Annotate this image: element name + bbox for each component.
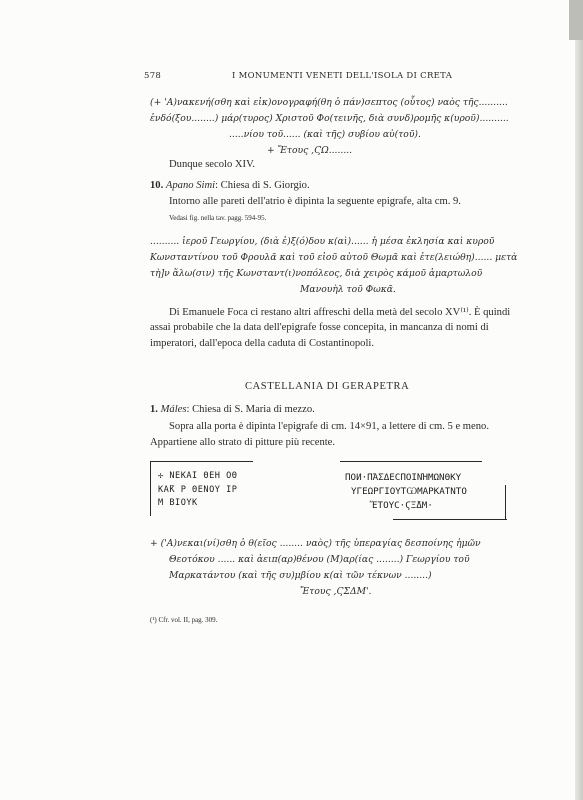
item-10-title: : Chiesa di S. Giorgio. — [215, 180, 310, 191]
greek-block-1-line-1: (+ 'Α)νακενή(σθη καὶ εἰκ)ονογραφή(θη ὁ πάν)σεπτος (οὗτος) ναὸς τῆς.......... — [150, 97, 508, 108]
greek-block-3-line-4: Ἔτους ,ϚΣΔΜ'. — [300, 586, 372, 597]
inscription-right-line-1: ΠΟͶ·ΠΆΣΔΕϹΠΟΙΝΉΜΩΝΘΚΥ — [345, 472, 462, 483]
inscription-right-top-rule — [340, 461, 482, 462]
paragraph-foca-line-3: imperatori, dall'epoca della caduta di Costantinopoli. — [150, 338, 375, 349]
inscription-right-line-2: ΥΓΕΩΡΓΙΟΥΤѠΜΑΡΚΑΤΝΤΟ — [351, 486, 467, 497]
greek-block-2-line-2: Κωνσταντίνου τοῦ Φρουλᾶ καὶ τοῦ εἰοῦ αὐτοῦ Θωμᾶ καὶ ἐτε(λειώθη)...... μετὰ — [150, 252, 518, 263]
item-1-place: Máles — [160, 404, 187, 415]
paragraph-dunque: Dunque secolo XIV. — [169, 159, 256, 170]
item-1-description-line-1: Sopra alla porta è dipinta l'epigrafe di cm. 14×91, a lettere di cm. 5 e meno. — [169, 421, 489, 432]
greek-block-1-line-2: ἐνδό(ξου........) μάρ(τυρος) Χριστοῦ Φο(τεινῆς, διὰ συνδ)ρομῆς κ(υροῦ).......... — [150, 113, 509, 124]
footnote: (¹) Cfr. vol. II, pag. 309. — [150, 616, 218, 624]
item-1-description-line-2: Appartiene allo strato di pitture più recente. — [150, 437, 336, 448]
greek-block-1-line-4: + Ἔτους ,ϚΩ........ — [267, 145, 353, 156]
greek-block-2-line-3: τὴ]ν ἅλω(σιν) τῆς Κωνσταντ(ι)νοπόλεος, διὰ χειρὸς κάμοῦ ἁμαρτωλοῦ — [150, 268, 483, 279]
greek-block-2-line-4: Μανουὴλ τοῦ Φωκᾶ. — [300, 284, 396, 295]
paragraph-foca-line-1: Di Emanuele Foca ci restano altri affreschi della metà del secolo XV⁽¹⁾. È quindi — [169, 307, 511, 318]
inscription-right-line-3: ἜΤΟΥϹ·ϚΞ̃ΔΜ· — [372, 500, 433, 511]
inscription-right-bottom-rule — [393, 519, 507, 520]
greek-block-3-line-1: + ('Α)νεκαι(νί)σθη ὁ θ(εῖος ........ ναὸς) τῆς ὑπεραγίας δεσποίνης ἡμῶν — [150, 538, 481, 549]
inscription-left — [158, 470, 237, 511]
inscription-right — [345, 471, 467, 513]
greek-block-1-line-3: .....νίου τοῦ...... (καὶ τῆς) συβίου αὐ(τοῦ). — [229, 129, 421, 140]
scan-edge-mark — [569, 0, 583, 40]
item-1-title: : Chiesa di S. Maria di mezzo. — [186, 404, 315, 415]
inscription-left-line-3: Μ ΒΙΟΥΚ — [158, 498, 198, 508]
item-10-heading — [150, 180, 310, 191]
item-10-description: Intorno alle pareti dell'atrio è dipinta la seguente epigrafe, alta cm. 9. — [169, 196, 461, 207]
inscription-left-line-2: ΚΑ̃Κ Ρ ΘΕΝΟΥ ΙΡ — [158, 484, 238, 495]
item-10-number: 10. — [150, 180, 164, 191]
paragraph-foca-line-2: assai probabile che la data dell'epigrafe fosse concepita, in mancanza di nomi di — [150, 322, 489, 333]
greek-block-2-line-1: .......... ἱεροῦ Γεωργίου, (διὰ ἐ)ξ(ό)δου κ(αὶ)...... ἡ μέσα ἐκλησία καὶ κυροῦ — [150, 236, 495, 247]
page-number: 578 — [144, 71, 162, 81]
greek-block-3-line-3: Μαρκατάντου (καὶ τῆς συ)μβίου κ(αὶ τῶν τέκνων ........) — [169, 570, 432, 581]
item-10-note: Vedasi fig. nella tav. pagg. 594-95. — [169, 214, 267, 222]
item-10-place: Apano Simi — [165, 180, 216, 191]
item-1-number: 1. — [150, 404, 158, 415]
scan-edge-shadow — [575, 0, 583, 800]
inscription-left-line-1: ✢ ΝΕΚΑΙ ΘΕΗ ΟΘ — [158, 471, 238, 481]
item-1-heading — [150, 404, 315, 415]
inscription-right-side-rule — [505, 485, 506, 520]
inscription-left-top-rule — [150, 461, 253, 462]
inscription-left-side-rule — [150, 461, 151, 516]
section-title: CASTELLANIA DI GERAPETRA — [245, 381, 410, 392]
running-title: I MONUMENTI VENETI DELL'ISOLA DI CRETA — [232, 71, 453, 81]
greek-block-3-line-2: Θεοτόκου ...... καὶ ἀειπ(αρ)θένου (Μ)αρ(ίας ........) Γεωργίου τοῦ — [169, 554, 470, 565]
